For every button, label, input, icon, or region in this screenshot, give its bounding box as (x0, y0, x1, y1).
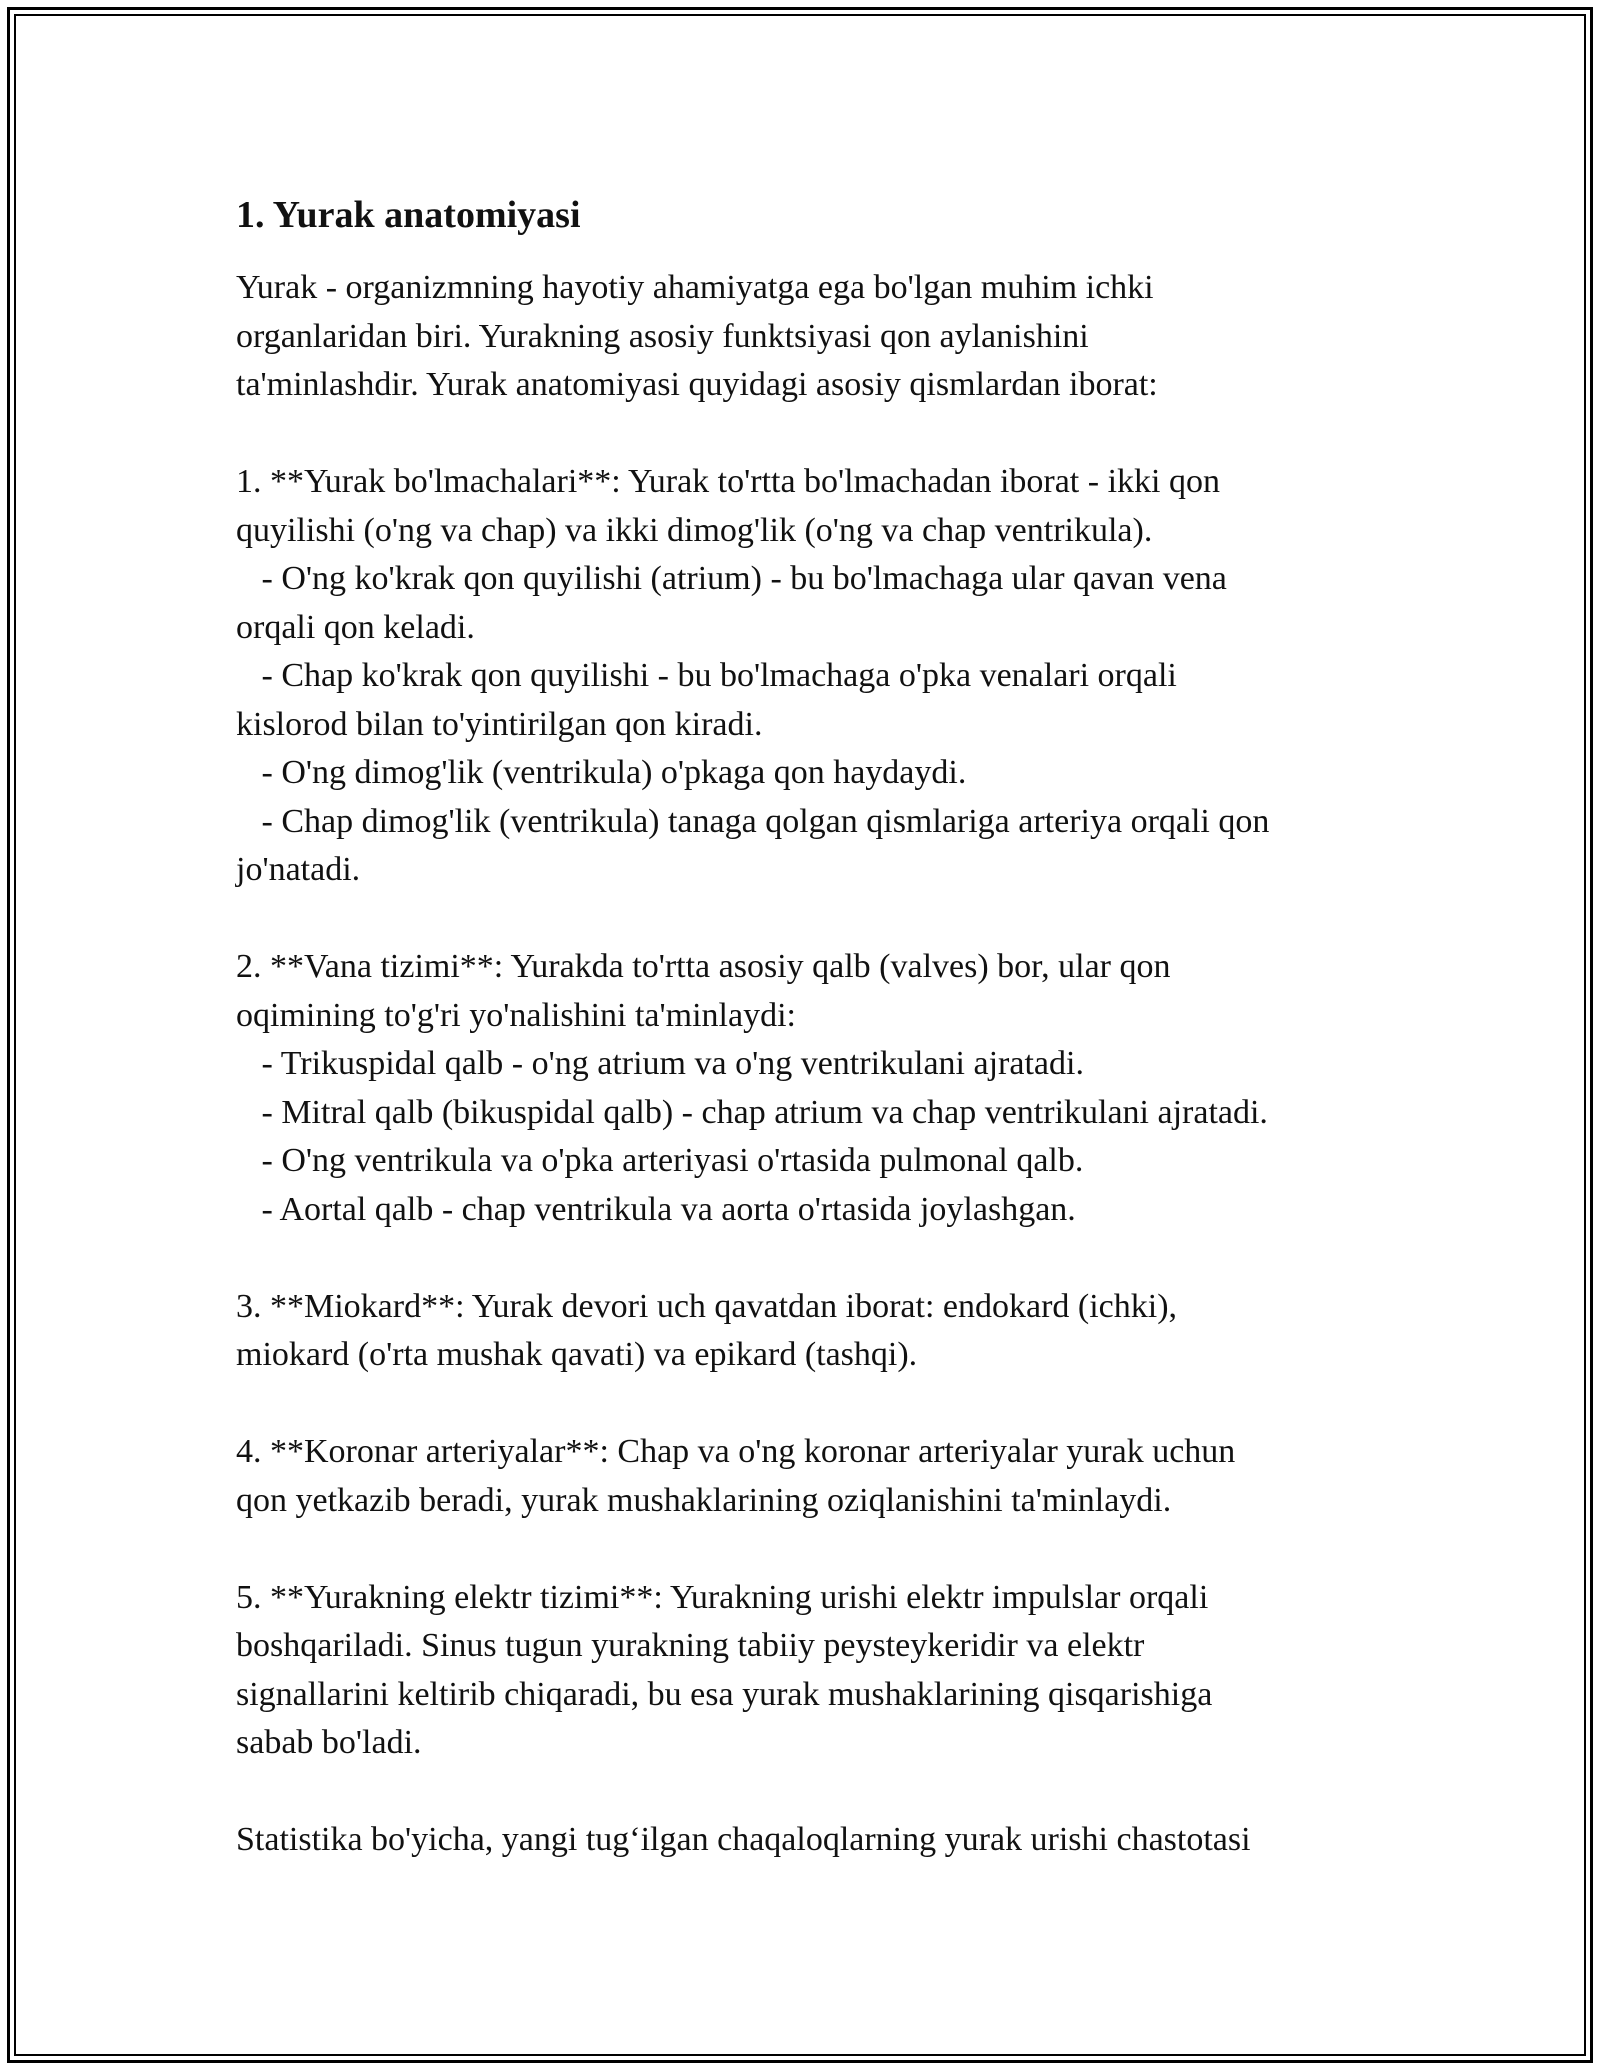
text-line: qon yetkazib beradi, yurak mushaklarining oziqlanishini ta'minlaydi. (236, 1481, 1172, 1519)
blank-line (236, 1234, 1406, 1283)
text-line: - Aortal qalb - chap ventrikula va aorta o'rtasida joylashgan. (236, 1190, 1076, 1228)
text-line: sabab bo'ladi. (236, 1724, 422, 1761)
text-line: quyilishi (o'ng va chap) va ikki dimog'lik (o'ng va chap ventrikula). (236, 511, 1153, 549)
blank-line (236, 895, 1406, 944)
text-line: - O'ng dimog'lik (ventrikula) o'pkaga qon haydaydi. (236, 754, 967, 791)
text-line: 3. **Miokard**: Yurak devori uch qavatdan iborat: endokard (ichki), (236, 1287, 1178, 1325)
blank-line (236, 1525, 1406, 1574)
text-line: ta'minlashdir. Yurak anatomiyasi quyidagi asosiy qismlardan iborat: (236, 366, 1158, 403)
text-line: signallarini keltirib chiqaradi, bu esa yurak mushaklarining qisqarishiga (236, 1675, 1213, 1713)
text-line: jo'natadi. (236, 851, 361, 888)
text-line: miokard (o'rta mushak qavati) va epikard (tashqi). (236, 1336, 918, 1373)
text-line: boshqariladi. Sinus tugun yurakning tabiiy peysteykeridir va elektr (236, 1627, 1145, 1664)
text-line: 5. **Yurakning elektr tizimi**: Yurakning urishi elektr impulslar orqali (236, 1578, 1209, 1616)
text-line: - Mitral qalb (bikuspidal qalb) - chap atrium va chap ventrikulani ajratadi. (236, 1093, 1268, 1131)
text-line: - O'ng ventrikula va o'pka arteriyasi o'rtasida pulmonal qalb. (236, 1142, 1084, 1179)
text-line: oqimining to'g'ri yo'nalishini ta'minlaydi: (236, 996, 796, 1034)
text-line: - Chap dimog'lik (ventrikula) tanaga qolgan qismlariga arteriya orqali qon (236, 802, 1270, 840)
text-line: 2. **Vana tizimi**: Yurakda to'rtta asosiy qalb (valves) bor, ular qon (236, 948, 1171, 985)
text-line: - O'ng ko'krak qon quyilishi (atrium) - bu bo'lmachaga ular qavan vena (236, 560, 1227, 597)
text-line: Yurak - organizmning hayotiy ahamiyatga ega bo'lgan muhim ichki (236, 269, 1154, 306)
text-line: orqali qon keladi. (236, 608, 475, 646)
text-line: - Trikuspidal qalb - o'ng atrium va o'ng ventrikulani ajratadi. (236, 1045, 1084, 1082)
blank-line (236, 1768, 1406, 1817)
text-line: 4. **Koronar arteriyalar**: Chap va o'ng koronar arteriyalar yurak uchun (236, 1433, 1236, 1470)
document-body (236, 264, 1406, 1865)
document-page (236, 184, 1406, 1865)
blank-line (236, 1380, 1406, 1429)
blank-line (236, 410, 1406, 459)
section-heading: 1. Yurak anatomiyasi (236, 194, 581, 236)
text-line: Statistika bo'yicha, yangi tug‘ilgan chaqaloqlarning yurak urishi chastotasi (236, 1821, 1251, 1858)
text-line: - Chap ko'krak qon quyilishi - bu bo'lmachaga o'pka venalari orqali (236, 657, 1177, 694)
text-line: organlaridan biri. Yurakning asosiy funktsiyasi qon aylanishini (236, 317, 1089, 355)
text-line: 1. **Yurak bo'lmachalari**: Yurak to'rtta bo'lmachadan iborat - ikki qon (236, 463, 1220, 500)
text-line: kislorod bilan to'yintirilgan qon kiradi. (236, 705, 763, 743)
